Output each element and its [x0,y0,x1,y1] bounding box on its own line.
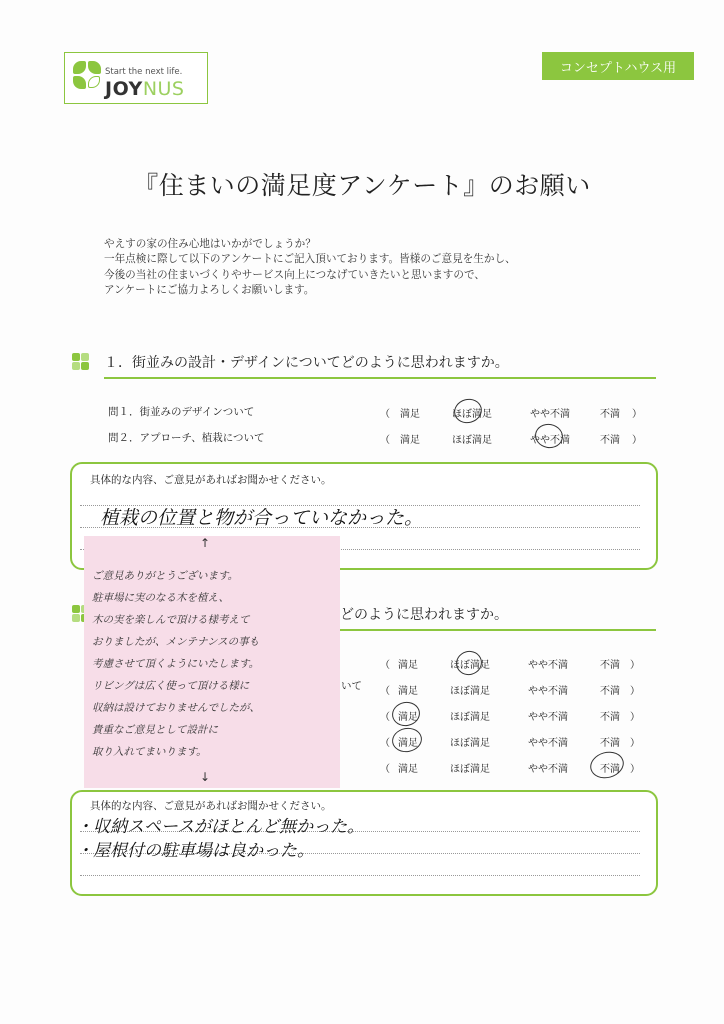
option-somewhat-dissatisfied[interactable]: やや不満 [528,712,568,723]
question-1-options: （ 満足 ほぼ満足 やや不満 不満 ） [380,405,650,419]
section1-title: １．街並みの設計・デザインについてどのように思われますか。 [104,355,509,371]
option-mostly-satisfied[interactable]: ほぼ満足 [450,660,490,671]
intro-line: やえすの家の住み心地はいかがでしょうか？ [104,238,316,250]
question-2-label: 問２．アプローチ、植栽について [108,432,265,444]
selection-circle-mark [587,748,627,782]
question-2-2-label-suffix: いて [341,680,362,692]
option-satisfied[interactable]: 満足 [398,686,418,697]
option-dissatisfied[interactable]: 不満 [600,660,620,671]
selection-circle-mark [390,726,424,755]
page-title: 『住まいの満足度アンケート』のお願い [133,171,591,200]
note-line: 取り入れてまいります。 [92,746,207,758]
option-satisfied[interactable]: 満足 [400,409,420,420]
selection-circle-mark [453,648,484,678]
option-somewhat-dissatisfied[interactable]: やや不満 [530,435,570,446]
section2-title: どのように思われますか。 [340,607,508,623]
option-dissatisfied[interactable]: 不満 [600,435,620,446]
option-dissatisfied[interactable]: 不満 [600,764,620,775]
note-line: 木の実を楽しんで頂ける様考えて [92,614,250,626]
selection-circle-mark [390,700,422,728]
intro-text [104,237,516,299]
writing-line [80,875,640,876]
handwritten-comment-2-line-2: ・屋根付の駐車場は良かった。 [76,841,314,861]
arrow-down-icon: ↓ [200,770,211,784]
question-2-2-options: （ 満足 ほぼ満足 やや不満 不満 ） [380,682,650,696]
logo-leaf-icon [73,76,86,89]
option-satisfied[interactable]: 満足 [400,435,420,446]
note-line: おりましたが、メンテナンスの事も [92,636,260,648]
note-line: リビングは広く使って頂ける様に [92,680,250,692]
handwritten-comment-1: 植栽の位置と物が合っていなかった。 [100,507,424,529]
option-satisfied[interactable]: 満足 [398,738,418,749]
arrow-up-icon: ↑ [200,536,211,550]
option-dissatisfied[interactable]: 不満 [600,409,620,420]
intro-line: 今後の当社の住まいづくりやサービス向上につなげていきたいと思いますので、 [104,268,485,281]
option-dissatisfied[interactable]: 不満 [600,686,620,697]
option-somewhat-dissatisfied[interactable]: やや不満 [530,409,570,420]
logo-brand-bold: JOY [105,78,143,100]
logo-brand-light: NUS [142,78,185,100]
note-line: 駐車場に実のなる木を植え、 [92,592,230,604]
option-dissatisfied[interactable]: 不満 [600,738,620,749]
option-mostly-satisfied[interactable]: ほぼ満足 [450,686,490,697]
concept-house-badge: コンセプトハウス用 [542,52,694,80]
logo-leaf-icon [73,61,86,74]
note-line: 収納は設けておりませんでしたが、 [92,702,260,714]
response-sticky-note [84,536,340,788]
option-somewhat-dissatisfied[interactable]: やや不満 [528,660,568,671]
company-logo [64,52,208,104]
question-2-options: （ 満足 ほぼ満足 やや不満 不満 ） [380,431,650,445]
note-line: 考慮させて頂くようにいたします。 [92,658,260,670]
section-bullet-icon [72,353,90,371]
option-satisfied[interactable]: 満足 [398,712,418,723]
logo-brand [105,78,185,100]
question-2-4-options: （ 満足 ほぼ満足 やや不満 不満 ） [380,734,650,748]
option-somewhat-dissatisfied[interactable]: やや不満 [528,764,568,775]
handwritten-comment-2-line-1: ・収納スペースがほとんど無かった。 [76,817,365,837]
question-2-1-options: （ 満足 ほぼ満足 やや不満 不満 ） [380,656,650,670]
selection-circle-mark [451,396,484,426]
note-line: 貴重なご意見として設計に [92,724,218,736]
section1-divider [104,377,656,379]
comment-box-1-label: 具体的な内容、ご意見があればお聞かせください。 [90,474,332,486]
option-dissatisfied[interactable]: 不満 [600,712,620,723]
option-satisfied[interactable]: 満足 [398,764,418,775]
logo-leaf-icon [88,76,100,88]
option-mostly-satisfied[interactable]: ほぼ満足 [450,764,490,775]
option-mostly-satisfied[interactable]: ほぼ満足 [450,738,490,749]
question-1-label: 問１．街並みのデザインついて [108,406,255,418]
option-mostly-satisfied[interactable]: ほぼ満足 [450,712,490,723]
logo-leaf-icon [88,61,101,74]
option-somewhat-dissatisfied[interactable]: やや不満 [528,738,568,749]
note-line: ご意見ありがとうございます。 [92,570,239,582]
logo-tagline: Start the next life. [105,67,183,77]
question-2-3-options: （ 満足 ほぼ満足 やや不満 不満 ） [380,708,650,722]
comment-box-2-label: 具体的な内容、ご意見があればお聞かせください。 [90,800,332,812]
intro-line: 一年点検に際して以下のアンケートにご記入頂いております。皆様のご意見を生かし、 [104,253,516,266]
intro-line: アンケートにご協力よろしくお願いします。 [104,284,315,297]
option-somewhat-dissatisfied[interactable]: やや不満 [528,686,568,697]
option-mostly-satisfied[interactable]: ほぼ満足 [452,435,492,446]
option-mostly-satisfied[interactable]: ほぼ満足 [452,409,492,420]
question-2-5-options: （ 満足 ほぼ満足 やや不満 不満 ） [380,760,650,774]
option-satisfied[interactable]: 満足 [398,660,418,671]
